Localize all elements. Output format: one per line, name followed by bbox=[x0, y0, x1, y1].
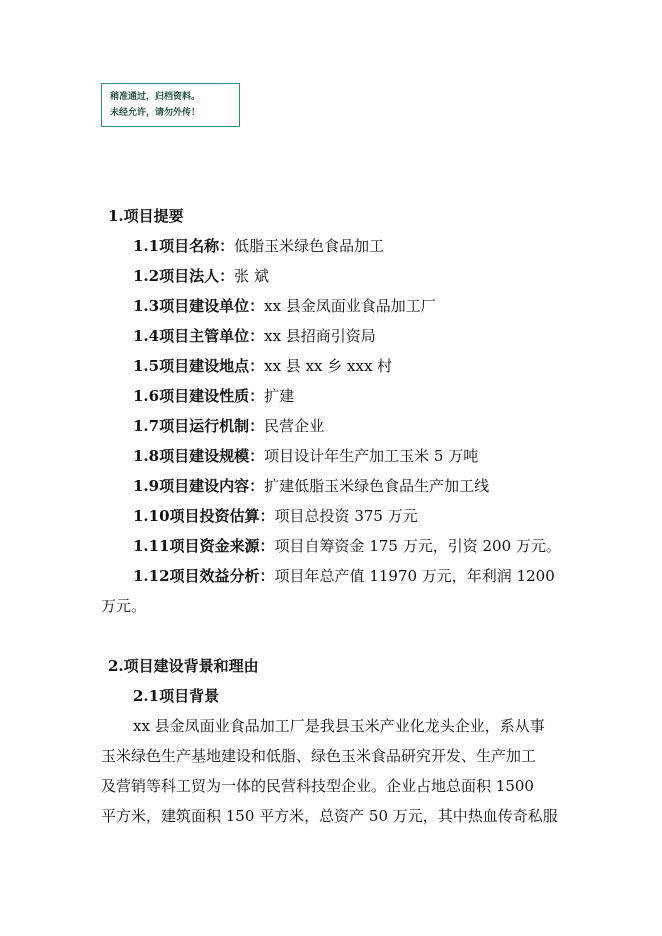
item-investment-estimate bbox=[133, 506, 418, 526]
item-supervising-unit bbox=[133, 326, 376, 346]
item-construction-site bbox=[133, 356, 392, 376]
section-1-heading: 1.项目提要 bbox=[108, 207, 184, 225]
notice-line-1: 稍准通过，归档资料。 bbox=[110, 92, 201, 102]
item-label: 1.3项目建设单位： bbox=[133, 297, 265, 315]
notice-line-2: 未经允许，请勿外传！ bbox=[110, 108, 201, 118]
item-label: 1.7项目运行机制： bbox=[133, 417, 265, 435]
section-2-1-heading: 2.1项目背景 bbox=[133, 687, 220, 705]
item-label: 1.10项目投资估算： bbox=[133, 507, 275, 525]
item-project-name bbox=[133, 236, 384, 256]
paragraph-line: 及营销等科工贸为一体的民营科技型企业。企业占地总面积 1500 bbox=[101, 777, 534, 795]
item-value: 项目自筹资金 175 万元，引资 200 万元。 bbox=[274, 537, 561, 555]
item-label: 1.4项目主管单位： bbox=[133, 327, 265, 345]
paragraph-line: xx 县金凤面业食品加工厂是我县玉米产业化龙头企业，系从事 bbox=[133, 717, 545, 735]
item-construction-nature bbox=[133, 386, 294, 406]
item-value: 项目总投资 375 万元 bbox=[274, 507, 418, 525]
confidential-notice-box bbox=[101, 83, 240, 127]
item-value: 扩建 bbox=[264, 387, 295, 405]
item-value: 项目年总产值 11970 万元，年利润 1200 bbox=[274, 567, 555, 585]
item-benefit-analysis-continuation: 万元。 bbox=[101, 597, 147, 615]
item-label: 1.2项目法人： bbox=[133, 267, 235, 285]
item-label: 1.8项目建设规模： bbox=[133, 447, 265, 465]
item-value: 扩建低脂玉米绿色食品生产加工线 bbox=[264, 477, 490, 495]
item-label: 1.12项目效益分析： bbox=[133, 567, 275, 585]
item-label: 1.5项目建设地点： bbox=[133, 357, 265, 375]
item-label: 1.1项目名称： bbox=[133, 237, 235, 255]
item-value: xx 县金凤面业食品加工厂 bbox=[264, 297, 436, 315]
item-value: 项目设计年生产加工玉米 5 万吨 bbox=[264, 447, 479, 465]
item-operation-mechanism bbox=[133, 416, 324, 436]
item-benefit-analysis bbox=[133, 566, 555, 586]
item-value: 民营企业 bbox=[264, 417, 325, 435]
item-value: xx 县招商引资局 bbox=[264, 327, 376, 345]
item-construction-unit bbox=[133, 296, 436, 316]
item-legal-person bbox=[133, 266, 269, 286]
item-construction-scale bbox=[133, 446, 478, 466]
section-2-heading: 2.项目建设背景和理由 bbox=[108, 657, 259, 675]
paragraph-line: 平方米，建筑面积 150 平方米，总资产 50 万元，其中热血传奇私服 bbox=[101, 807, 558, 825]
item-value: 张 斌 bbox=[234, 267, 269, 285]
item-label: 1.6项目建设性质： bbox=[133, 387, 265, 405]
item-label: 1.11项目资金来源： bbox=[133, 537, 275, 555]
item-construction-content bbox=[133, 476, 489, 496]
paragraph-line: 玉米绿色生产基地建设和低脂、绿色玉米食品研究开发、生产加工 bbox=[101, 747, 537, 765]
item-label: 1.9项目建设内容： bbox=[133, 477, 265, 495]
item-value: xx 县 xx 乡 xxx 村 bbox=[264, 357, 393, 375]
item-funding-source bbox=[133, 536, 561, 556]
item-value: 低脂玉米绿色食品加工 bbox=[234, 237, 385, 255]
